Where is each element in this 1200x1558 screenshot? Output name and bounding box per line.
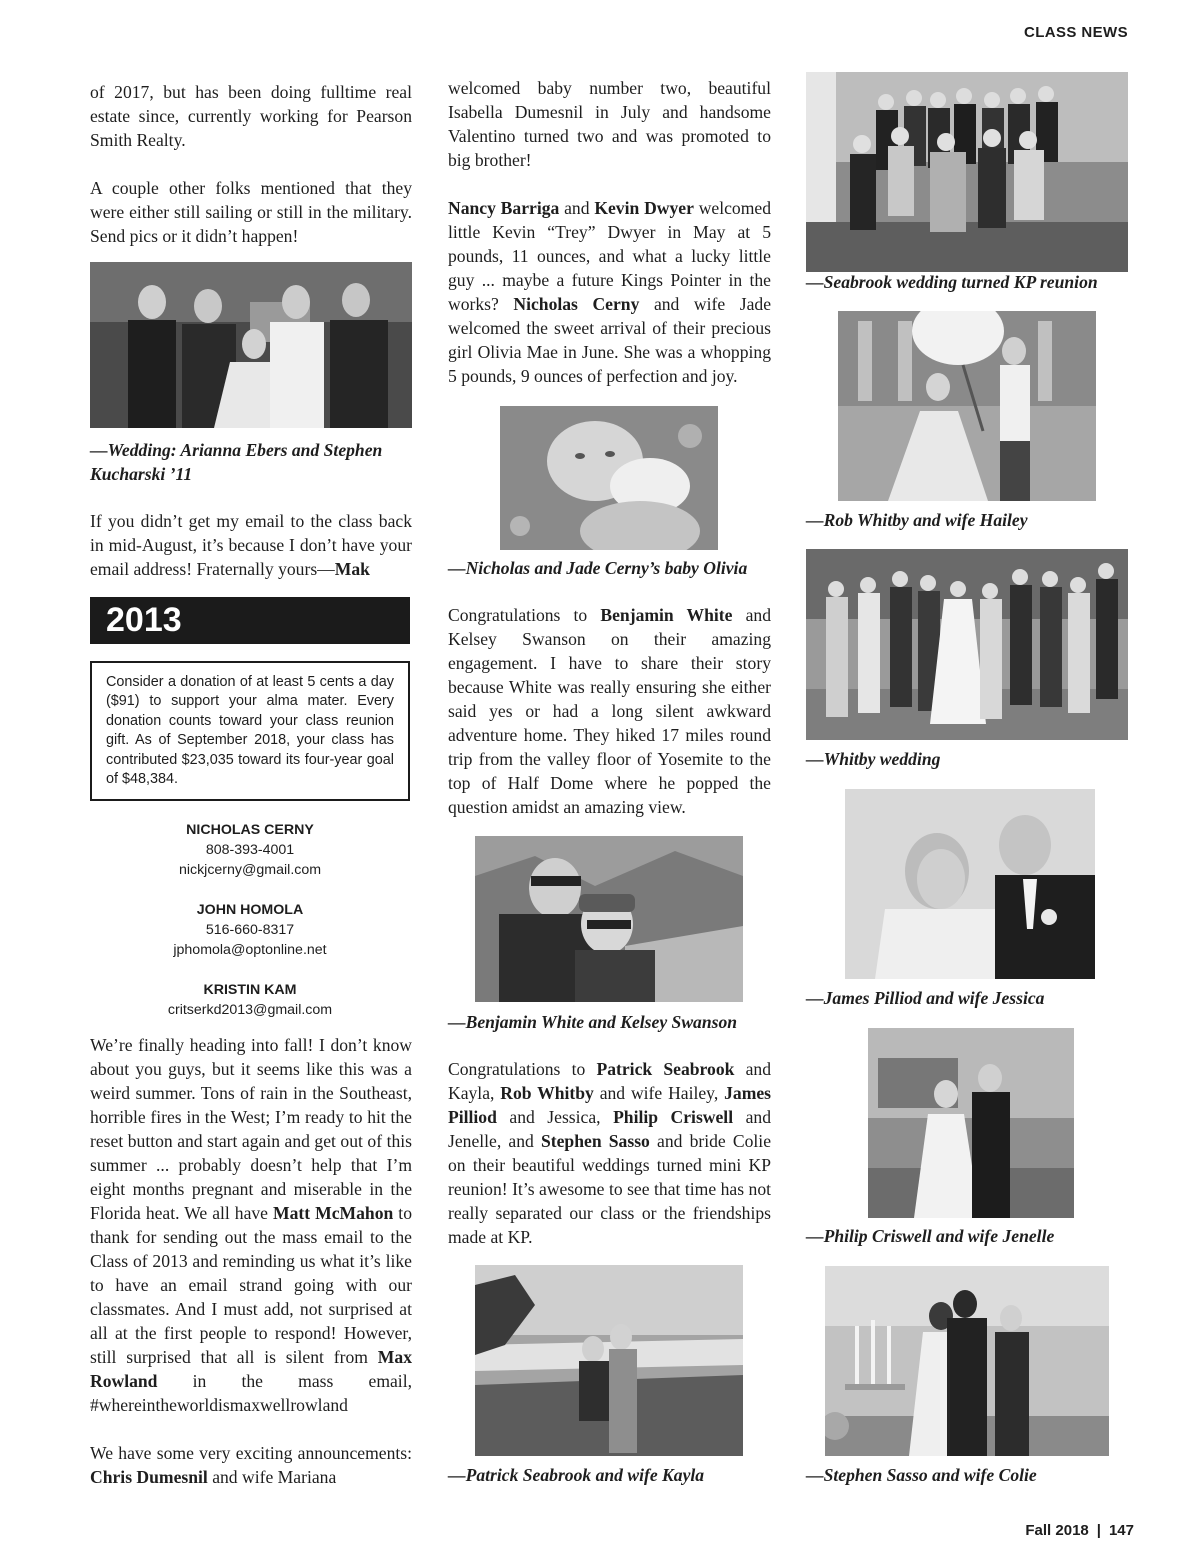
classmate-name: Rob Whitby — [500, 1083, 594, 1103]
column-1-closing — [90, 509, 412, 581]
footer-separator: | — [1096, 1522, 1101, 1539]
baby-olivia-photo — [500, 406, 718, 550]
kp-reunion-photo — [806, 72, 1128, 272]
photo-caption: —Whitby wedding — [806, 749, 941, 769]
page-footer — [1025, 1522, 1134, 1539]
contact-email: nickjcerny@gmail.com — [178, 862, 322, 878]
wedding-ebers-photo — [90, 262, 412, 428]
photo-caption: —Seabrook wedding turned KP reunion — [806, 272, 1098, 292]
text-run: and wife Jade welcomed the sweet arrival of their precious girl Olivia Mae in June. She was a whopping 5 pounds, 9 ounces of perfection and joy. — [448, 294, 772, 386]
section-label: CLASS NEWS — [1023, 24, 1128, 41]
paragraph — [90, 1033, 412, 1417]
text-run: and wife Hailey, — [593, 1083, 725, 1103]
classmate-name: Max Rowland — [90, 1347, 412, 1391]
paragraph: of 2017, but has been doing fulltime real estate since, currently working for Pearson Smith Realty. — [90, 82, 412, 150]
text-run: Congratulations to — [448, 1059, 597, 1079]
classmate-name: Chris Dumesnil — [90, 1467, 208, 1487]
sasso-couple-photo — [825, 1266, 1109, 1456]
text-run: and Kayla, — [448, 1059, 772, 1103]
column-1-news — [90, 1033, 412, 1489]
paragraph — [448, 1057, 771, 1249]
contact-email: jphomola@optonline.net — [173, 942, 327, 958]
contact-name: JOHN HOMOLA — [196, 902, 304, 918]
classmate-name: Matt McMahon — [273, 1203, 394, 1223]
class-contacts — [90, 820, 410, 1020]
text-run: to thank for sending out the mass email to the Class of 2013 and reminding us what it’s like to have an email strand going with our classmates. And I must add, not surprised at all at the first people to respond! However, still surprised that all is silent from — [90, 1203, 412, 1367]
column-1 — [90, 80, 412, 248]
paragraph — [90, 509, 412, 581]
criswell-couple-photo — [868, 1028, 1074, 1218]
contact-email: critserkd2013@gmail.com — [167, 1002, 333, 1018]
photo-caption: —Nicholas and Jade Cerny’s baby Olivia — [448, 558, 748, 578]
text-run: and Jenelle, and — [448, 1107, 771, 1151]
column-2-weddings — [448, 1057, 771, 1249]
classmate-name: Stephen Sasso — [540, 1131, 650, 1151]
text-run: and wife Mariana — [207, 1467, 337, 1487]
photo-caption: —Wedding: Arianna Ebers and Stephen Kucharski ’11 — [90, 440, 383, 484]
contact-card — [90, 980, 410, 1020]
classmate-name: Nicholas Cerny — [513, 294, 640, 314]
classmate-name: Patrick Seabrook — [596, 1059, 735, 1079]
classmate-name: James Pilliod — [448, 1083, 771, 1127]
contact-name: NICHOLAS CERNY — [186, 822, 314, 838]
signature: Mak — [334, 559, 370, 579]
page-number: 147 — [1108, 1522, 1134, 1539]
photo-caption: —Patrick Seabrook and wife Kayla — [448, 1465, 705, 1485]
column-2-engagement — [448, 603, 771, 819]
donation-box: Consider a donation of at least 5 cents a day ($91) to support your alma mater. Every donation counts toward your class reunion gift. As of September 2018, your class has contributed $23,035 toward its four-year goal of $48,384. — [90, 661, 410, 801]
text-run: If you didn’t get my email to the class back in mid-August, it’s because I don’t have your email address! Fraternally yours— — [90, 511, 412, 579]
classmate-name: Philip Criswell — [613, 1107, 734, 1127]
pilliod-couple-photo — [845, 789, 1095, 979]
seabrook-couple-photo — [475, 1265, 743, 1456]
text-run: and Kelsey Swanson on their amazing engagement. I have to share their story because White was really ensuring she either said yes or had a long silent awkward adventure home. They hiked 17 miles round trip from the valley floor of Yosemite to the top of Half Dome where he popped the question amidst an amazing view. — [448, 605, 772, 817]
photo-caption: —Rob Whitby and wife Hailey — [806, 510, 1028, 530]
whitby-wedding-photo — [806, 549, 1128, 740]
issue-label: Fall 2018 — [1025, 1522, 1089, 1539]
contact-name: KRISTIN KAM — [203, 982, 297, 998]
paragraph — [90, 1441, 412, 1489]
photo-caption: —Benjamin White and Kelsey Swanson — [448, 1012, 738, 1032]
photo-caption: —James Pilliod and wife Jessica — [806, 988, 1045, 1008]
contact-card — [90, 900, 410, 960]
column-2 — [448, 76, 771, 388]
text-run: We have some very exciting announcements: — [90, 1443, 412, 1463]
classmate-name: Kevin Dwyer — [594, 198, 694, 218]
engagement-photo — [475, 836, 743, 1002]
whitby-couple-photo — [838, 311, 1096, 501]
text-run: welcomed little Kevin “Trey” Dwyer in May at 5 pounds, 11 ounces, and what a lucky little guy ... maybe a future Kings Pointer in the works? — [448, 198, 771, 314]
contact-phone: 516-660-8317 — [205, 922, 295, 938]
contact-phone: 808-393-4001 — [205, 842, 295, 858]
contact-card — [90, 820, 410, 880]
text-run: and — [559, 198, 595, 218]
text-run: and Jessica, — [496, 1107, 614, 1127]
text-run: in the mass email, #whereintheworldismaxwellrowland — [90, 1371, 412, 1415]
text-run: Congratulations to — [448, 605, 601, 625]
paragraph — [448, 603, 771, 819]
text-run: and bride Colie on their beautiful weddings turned mini KP reunion! It’s awesome to see that time has not really separated our class or the friendships made at KP. — [448, 1131, 771, 1247]
paragraph: welcomed baby number two, beautiful Isabella Dumesnil in July and handsome Valentino turned two and was promoted to big brother! — [448, 78, 771, 170]
classmate-name: Benjamin White — [600, 605, 733, 625]
photo-caption: —Philip Criswell and wife Jenelle — [806, 1226, 1055, 1246]
classmate-name: Nancy Barriga — [448, 198, 560, 218]
text-run: We’re finally heading into fall! I don’t know about you guys, but it seems like this was a weird summer. Tons of rain in the Southeast, horrible fires in the West; I’m ready to hit the reset button and start again and get out of this summer ... probably doesn’t help that I’m eight months pregnant and miserable in the Florida heat. We all have — [90, 1035, 412, 1223]
photo-caption: —Stephen Sasso and wife Colie — [806, 1465, 1037, 1485]
paragraph — [448, 196, 771, 388]
paragraph: A couple other folks mentioned that they were either still sailing or still in the military. Send pics or it didn’t happen! — [90, 178, 412, 246]
class-year-heading: 2013 — [90, 597, 410, 644]
